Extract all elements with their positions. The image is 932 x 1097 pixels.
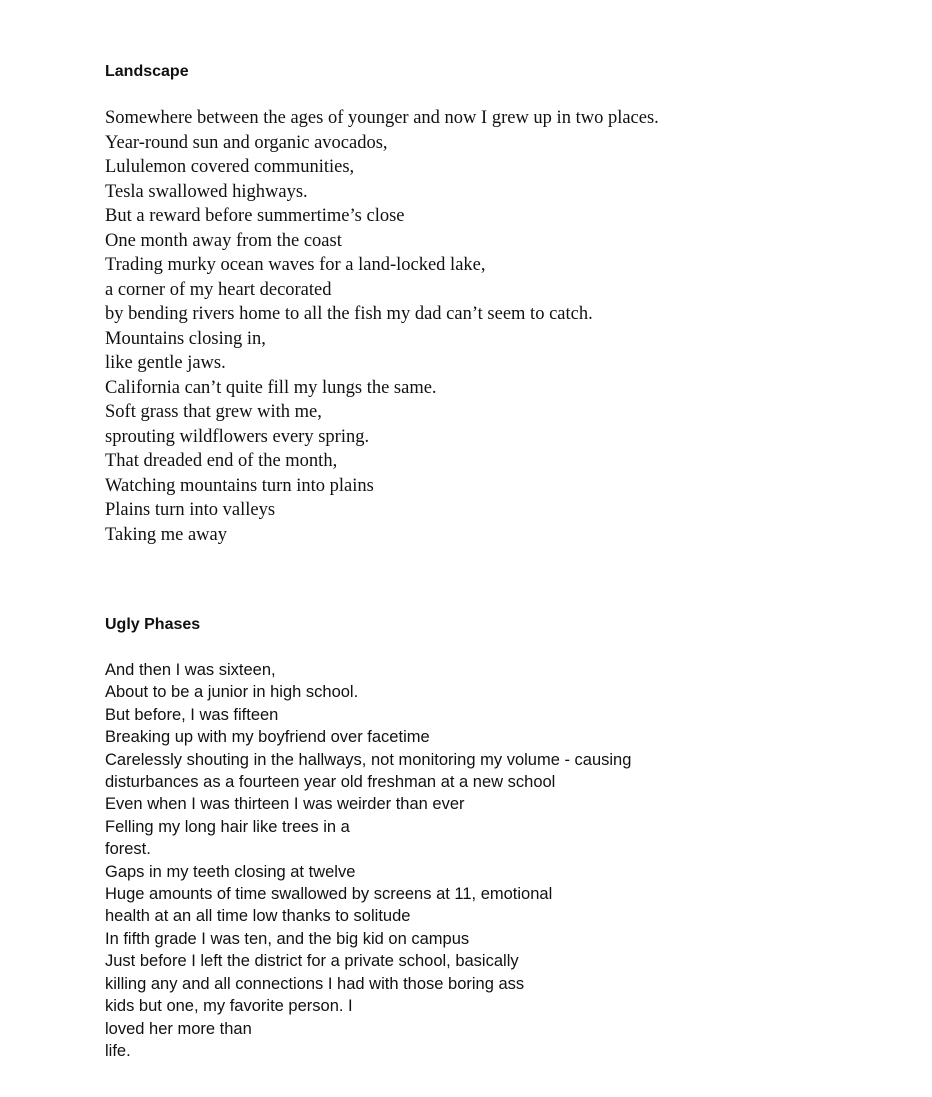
poem-line: In fifth grade I was ten, and the big kid on campus — [105, 929, 470, 948]
poem-line: Gaps in my teeth closing at twelve — [105, 862, 356, 881]
poem-line: Plains turn into valleys — [105, 500, 276, 520]
poem-line: California can’t quite fill my lungs the same. — [105, 377, 437, 398]
poem-line: health at an all time low thanks to solitude — [105, 907, 411, 926]
poem-line: About to be a junior in high school. — [105, 683, 359, 702]
poem-line: life. — [105, 1041, 131, 1060]
poem-line: Just before I left the district for a private school, basically — [105, 952, 519, 971]
poem-line: Lululemon covered communities, — [105, 157, 355, 177]
poem-line: One month away from the coast — [105, 230, 342, 251]
poem-title-ugly-phases: Ugly Phases — [105, 616, 201, 633]
poem-line: Carelessly shouting in the hallways, not monitoring my volume - causing — [105, 750, 632, 769]
poem-body-ugly-phases — [105, 659, 631, 1062]
poem-line: Breaking up with my boyfriend over facetime — [105, 728, 430, 747]
poem-title-landscape: Landscape — [105, 63, 189, 80]
poem-line: Taking me away — [105, 524, 227, 545]
poem-line: Mountains closing in, — [105, 328, 266, 349]
poem-body-landscape — [105, 106, 659, 547]
poem-line: killing any and all connections I had with those boring ass — [105, 974, 525, 993]
poem-line: Even when I was thirteen I was weirder than ever — [105, 795, 465, 814]
poem-line: Year-round sun and organic avocados, — [105, 132, 388, 153]
poem-line: disturbances as a fourteen year old freshman at a new school — [105, 773, 556, 792]
poem-line: like gentle jaws. — [105, 353, 226, 373]
poem-line: Watching mountains turn into plains — [105, 475, 374, 496]
poem-line: But a reward before summertime’s close — [105, 206, 405, 226]
poem-line: sprouting wildflowers every spring. — [105, 426, 370, 447]
poem-line: Tesla swallowed highways. — [105, 181, 308, 202]
poem-line: kids but one, my favorite person. I — [105, 997, 353, 1016]
poem-line: Felling my long hair like trees in a — [105, 817, 350, 836]
poem-line: a corner of my heart decorated — [105, 279, 332, 300]
poem-line: That dreaded end of the month, — [105, 451, 338, 471]
poem-line: Soft grass that grew with me, — [105, 402, 322, 422]
poem-line: But before, I was fifteen — [105, 705, 279, 724]
poem-line: forest. — [105, 840, 151, 859]
poem-line: Somewhere between the ages of younger and now I grew up in two places. — [105, 108, 659, 128]
poem-line: by bending rivers home to all the fish my dad can’t seem to catch. — [105, 304, 593, 324]
poem-line: Trading murky ocean waves for a land-locked lake, — [105, 255, 486, 275]
poem-line: Huge amounts of time swallowed by screens at 11, emotional — [105, 885, 553, 904]
poem-line: loved her more than — [105, 1019, 252, 1038]
poem-line: And then I was sixteen, — [105, 661, 276, 679]
